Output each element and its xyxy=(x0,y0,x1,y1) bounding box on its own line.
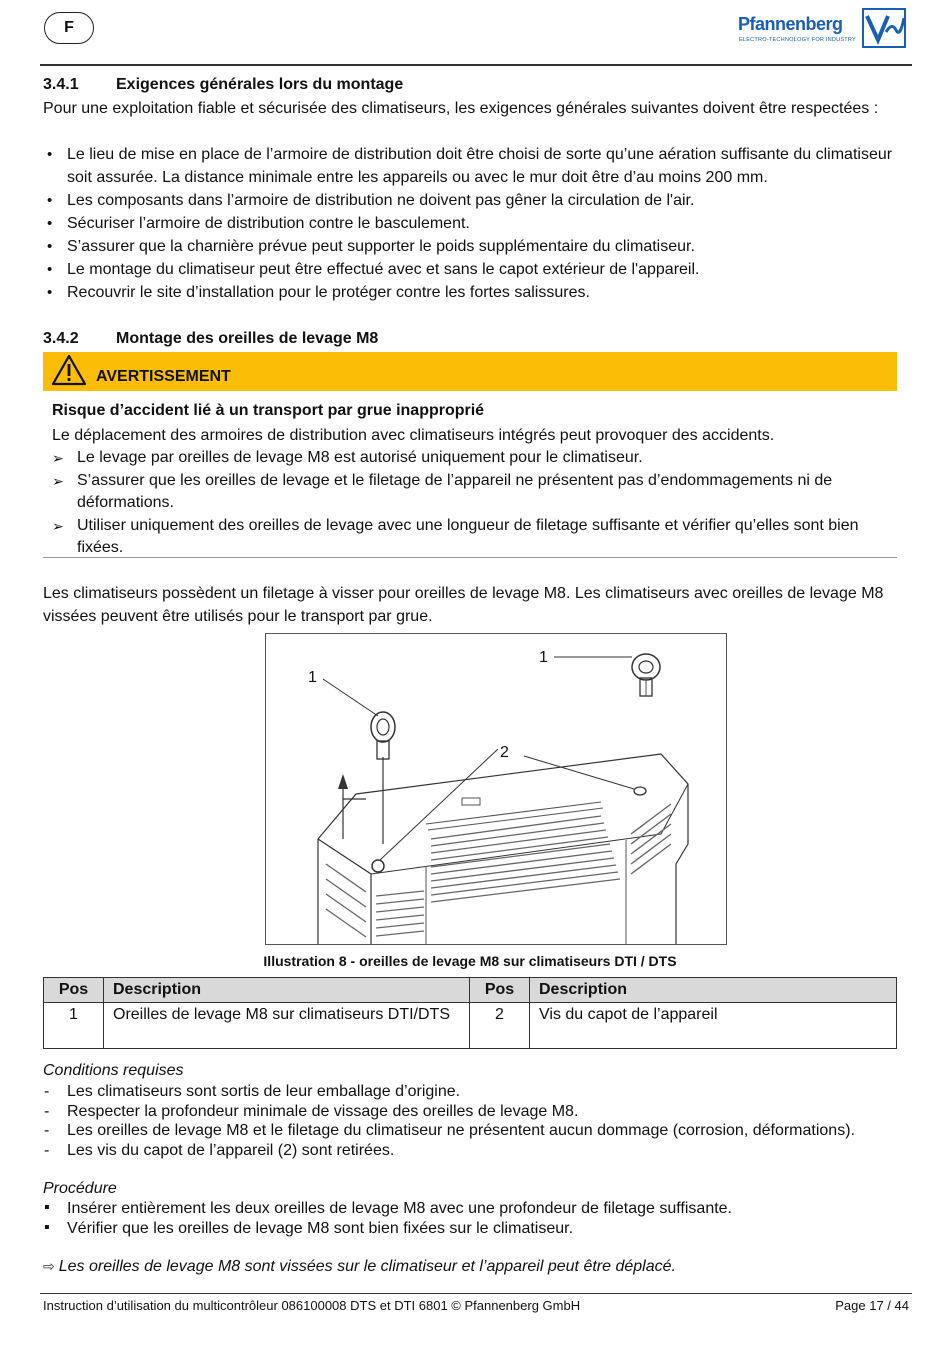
warning-banner xyxy=(43,352,897,391)
conditions-title: Conditions requises xyxy=(43,1062,184,1079)
warning-subtitle: Risque d’accident lié à un transport par grue inapproprié xyxy=(52,402,485,419)
lifting-thread-text: Les climatiseurs possèdent un filetage à visser pour oreilles de levage M8. Les climatiseurs avec oreilles de levage M8 vissées peuvent être utilisés pour le transport par grue. xyxy=(43,585,884,625)
result-arrow-icon: ⇨ xyxy=(43,1258,55,1274)
list-item: • Le lieu de mise en place de l’armoire de distribution doit être choisi de sorte qu’une aération suffisante du climatiseur soit assurée. La distance minimale entre les appareils ou avec le mur doit être d’au moins 200 mm. xyxy=(43,143,909,189)
table-header-cell: Description xyxy=(104,978,470,1003)
list-item: • Sécuriser l’armoire de distribution contre le basculement. xyxy=(43,212,909,235)
brand-logo xyxy=(738,6,910,52)
list-item: ➢ S’assurer que les oreilles de levage et le filetage de l’appareil ne présentent pas d’endommagements ni de déformations. xyxy=(52,470,902,515)
section-intro: Pour une exploitation fiable et sécurisée des climatiseurs, les exigences générales suivantes doivent être respectées : xyxy=(43,100,879,117)
table-header-cell: Pos xyxy=(470,978,530,1003)
table-cell: Oreilles de levage M8 sur climatiseurs DTI/DTS xyxy=(104,1003,470,1049)
conditions-list xyxy=(43,1082,909,1160)
procedure-result xyxy=(43,1258,909,1276)
warning-title: AVERTISSEMENT xyxy=(96,368,231,385)
language-badge xyxy=(44,12,94,44)
language-code: F xyxy=(64,19,74,36)
table-row xyxy=(44,1003,897,1049)
procedure-title: Procédure xyxy=(43,1180,117,1197)
table-cell: 1 xyxy=(44,1003,104,1049)
list-item: - Les oreilles de levage M8 et le filetage du climatiseur ne présentent aucun dommage (corrosion, déformations). xyxy=(43,1121,909,1141)
list-item: - Respecter la profondeur minimale de vissage des oreilles de levage M8. xyxy=(43,1102,909,1122)
section-heading-general-requirements xyxy=(43,76,403,94)
footer-divider xyxy=(40,1293,912,1294)
list-item: - Les vis du capot de l’appareil (2) sont retirées. xyxy=(43,1141,909,1161)
table-cell: 2 xyxy=(470,1003,530,1049)
brand-name: Pfannenberg xyxy=(738,14,843,34)
warning-instructions xyxy=(52,447,902,560)
footer-page-number: Page 17 / 44 xyxy=(835,1298,909,1313)
illustration-lifting-eyes xyxy=(265,633,727,945)
table-cell: Vis du capot de l’appareil xyxy=(530,1003,897,1049)
section-heading-lifting-eyes xyxy=(43,330,378,348)
brand-tagline: ELECTRO-TECHNOLOGY FOR INDUSTRY xyxy=(739,37,856,43)
list-item: ➢ Utiliser uniquement des oreilles de levage avec une longueur de filetage suffisante et vérifier qu’elles sont bien fixées. xyxy=(52,515,902,560)
list-item: ➢ Le levage par oreilles de levage M8 est autorisé uniquement pour le climatiseur. xyxy=(52,447,902,470)
brand-mark-icon xyxy=(862,8,906,48)
figure-label: 1 xyxy=(539,649,548,666)
requirements-list xyxy=(43,143,909,304)
table-header-row xyxy=(44,978,897,1003)
list-item: • Les composants dans l’armoire de distribution ne doivent pas gêner la circulation de l'air. xyxy=(43,189,909,212)
position-table xyxy=(43,977,897,1049)
figure-caption: Illustration 8 - oreilles de levage M8 sur climatiseurs DTI / DTS xyxy=(263,953,677,969)
list-item: • S’assurer que la charnière prévue peut supporter le poids supplémentaire du climatiseur. xyxy=(43,235,909,258)
section-title: Exigences générales lors du montage xyxy=(116,76,404,93)
figure-label: 1 xyxy=(308,669,317,686)
section-number: 3.4.1 xyxy=(43,76,79,93)
list-item: • Le montage du climatiseur peut être effectué avec et sans le capot extérieur de l'appareil. xyxy=(43,258,909,281)
warning-divider xyxy=(43,557,897,558)
section-title: Montage des oreilles de levage M8 xyxy=(116,330,379,347)
table-header-cell: Pos xyxy=(44,978,104,1003)
list-item: ▪ Insérer entièrement les deux oreilles de levage M8 avec une profondeur de filetage suffisante. xyxy=(43,1199,909,1219)
list-item: - Les climatiseurs sont sortis de leur emballage d’origine. xyxy=(43,1082,909,1102)
list-item: ▪ Vérifier que les oreilles de levage M8 sont bien fixées sur le climatiseur. xyxy=(43,1219,909,1239)
header-divider xyxy=(40,64,912,66)
section-number: 3.4.2 xyxy=(43,330,79,347)
footer-document-title: Instruction d’utilisation du multicontrôleur 086100008 DTS et DTI 6801 © Pfannenberg GmbH xyxy=(43,1298,581,1313)
table-header-cell: Description xyxy=(530,978,897,1003)
warning-triangle-icon xyxy=(51,354,87,386)
figure-label: 2 xyxy=(500,744,509,761)
list-item: • Recouvrir le site d’installation pour le protéger contre les fortes salissures. xyxy=(43,281,909,304)
result-text: Les oreilles de levage M8 sont vissées sur le climatiseur et l’appareil peut être déplacé. xyxy=(58,1258,676,1275)
air-conditioner-drawing xyxy=(266,634,726,944)
warning-text: Le déplacement des armoires de distribution avec climatiseurs intégrés peut provoquer des accidents. xyxy=(52,427,775,444)
procedure-list xyxy=(43,1199,909,1238)
